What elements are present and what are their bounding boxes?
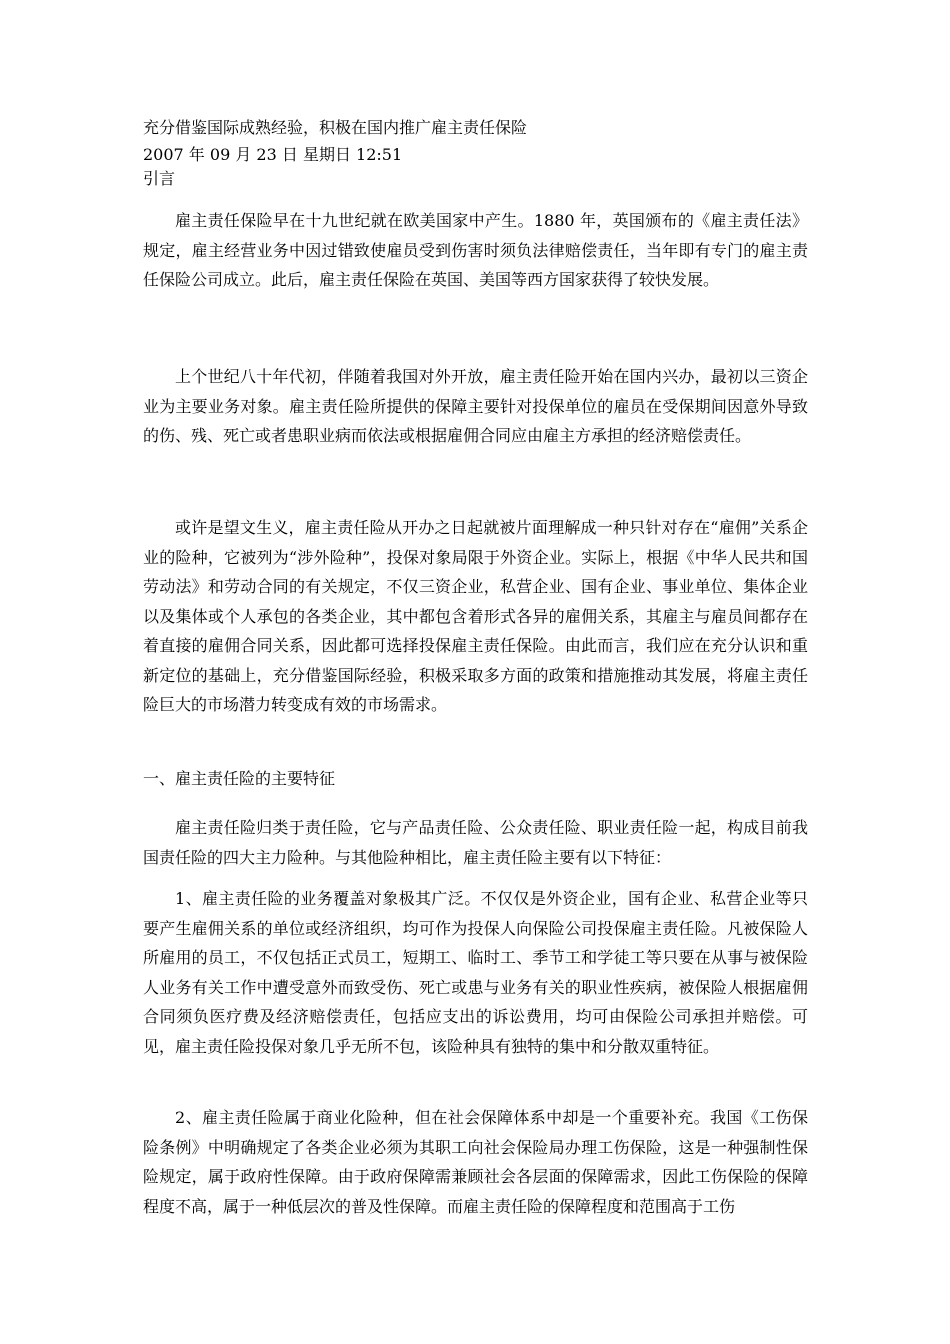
article-date: 2007 年 09 月 23 日 星期日 12:51 bbox=[143, 145, 403, 164]
intro-paragraph-2: 上个世纪八十年代初，伴随着我国对外开放，雇主责任险开始在国内兴办，最初以三资企业为主要业务对象。雇主责任险所提供的保障主要针对投保单位的雇员在受保期间因意外导致的伤、残、死亡或者患职业病而依法或根据雇佣合同应由雇主方承担的经济赔偿责任。 bbox=[143, 367, 808, 445]
article-title: 充分借鉴国际成熟经验，积极在国内推广雇主责任保险 bbox=[143, 118, 528, 137]
intro-paragraph-3: 或许是望文生义，雇主责任险从开办之日起就被片面理解成一种只针对存在“雇佣”关系企业的险种，它被列为“涉外险种”，投保对象局限于外资企业。实际上，根据《中华人民共和国劳动法》和劳动合同的有关规定，不仅三资企业，私营企业、国有企业、事业单位、集体企业以及集体或个人承包的各类企业，其中都包含着形式各异的雇佣关系，其雇主与雇员间都存在着直接的雇佣合同关系，因此都可选择投保雇主责任保险。由此而言，我们应在充分认识和重新定位的基础上，充分借鉴国际经验，积极采取多方面的政策和措施推动其发展，将雇主责任险巨大的市场潜力转变成有效的市场需求。 bbox=[143, 518, 808, 714]
section-paragraph-1: 雇主责任险归类于责任险，它与产品责任险、公众责任险、职业责任险一起，构成目前我国责任险的四大主力险种。与其他险种相比，雇主责任险主要有以下特征： bbox=[143, 818, 808, 867]
section-paragraph-2: 1、雇主责任险的业务覆盖对象极其广泛。不仅仅是外资企业，国有企业、私营企业等只要产生雇佣关系的单位或经济组织，均可作为投保人向保险公司投保雇主责任险。凡被保险人所雇用的员工，不仅包括正式员工，短期工、临时工、季节工和学徒工等只要在从事与被保险人业务有关工作中遭受意外而致受伤、死亡或患与业务有关的职业性疾病，被保险人根据雇佣合同须负医疗费及经济赔偿责任，包括应支出的诉讼费用，均可由保险公司承担并赔偿。可见，雇主责任险投保对象几乎无所不包，该险种具有独特的集中和分散双重特征。 bbox=[143, 889, 808, 1056]
intro-label: 引言 bbox=[143, 169, 176, 188]
section-heading: 一、雇主责任险的主要特征 bbox=[143, 769, 336, 788]
intro-paragraph-1: 雇主责任保险早在十九世纪就在欧美国家中产生。1880 年，英国颁布的《雇主责任法》规定，雇主经营业务中因过错致使雇员受到伤害时须负法律赔偿责任，当年即有专门的雇主责任保险公司成立。此后，雇主责任保险在英国、美国等西方国家获得了较快发展。 bbox=[143, 211, 808, 289]
section-paragraph-3: 2、雇主责任险属于商业化险种，但在社会保障体系中却是一个重要补充。我国《工伤保险条例》中明确规定了各类企业必须为其职工向社会保险局办理工伤保险，这是一种强制性保险规定，属于政府性保障。由于政府保障需兼顾社会各层面的保障需求，因此工伤保险的保障程度不高，属于一种低层次的普及性保障。而雇主责任险的保障程度和范围高于工伤 bbox=[143, 1108, 808, 1216]
